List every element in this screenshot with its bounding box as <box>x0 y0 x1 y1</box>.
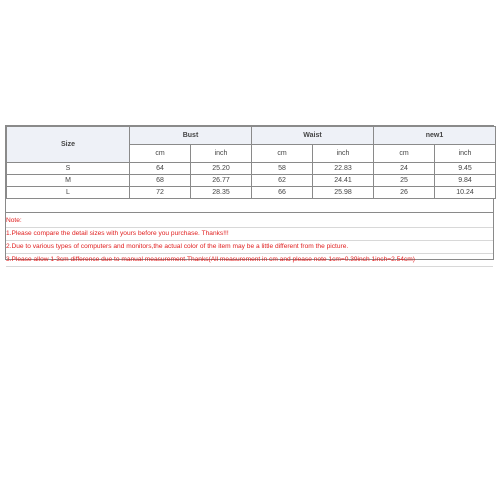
notes-section <box>6 213 493 267</box>
unit-header: inch <box>313 145 374 163</box>
table-row <box>7 187 496 199</box>
value-cell: 68 <box>130 175 191 187</box>
table-row <box>7 163 496 175</box>
waist-group-header: Waist <box>252 127 374 145</box>
note-line: 1.Please compare the detail sizes with yours before you purchase. Thanks!!! <box>6 228 493 241</box>
size-column-header: Size <box>7 127 130 163</box>
value-cell: 26.77 <box>191 175 252 187</box>
unit-header: cm <box>374 145 435 163</box>
value-cell: 62 <box>252 175 313 187</box>
unit-header: inch <box>191 145 252 163</box>
new1-group-header: new1 <box>374 127 496 145</box>
value-cell: 22.83 <box>313 163 374 175</box>
value-cell: 10.24 <box>435 187 496 199</box>
notes-title: Note: <box>6 215 493 228</box>
table-header-row <box>7 127 496 145</box>
unit-header: cm <box>130 145 191 163</box>
value-cell: 25.20 <box>191 163 252 175</box>
value-cell: 9.84 <box>435 175 496 187</box>
value-cell: 66 <box>252 187 313 199</box>
value-cell: 24 <box>374 163 435 175</box>
table-spacer <box>6 199 493 213</box>
note-line: 3.Please allow 1-3cm difference due to manual measurement.Thanks(All measurement in cm and please note 1cm=0.39inch 1inch=2.54cm) <box>6 254 493 267</box>
value-cell: 9.45 <box>435 163 496 175</box>
value-cell: 25.98 <box>313 187 374 199</box>
value-cell: 72 <box>130 187 191 199</box>
size-cell: L <box>7 187 130 199</box>
size-chart <box>5 125 494 263</box>
bust-group-header: Bust <box>130 127 252 145</box>
value-cell: 26 <box>374 187 435 199</box>
unit-header: cm <box>252 145 313 163</box>
size-cell: S <box>7 163 130 175</box>
value-cell: 58 <box>252 163 313 175</box>
size-table <box>6 126 496 199</box>
table-row <box>7 175 496 187</box>
value-cell: 25 <box>374 175 435 187</box>
value-cell: 24.41 <box>313 175 374 187</box>
value-cell: 64 <box>130 163 191 175</box>
size-cell: M <box>7 175 130 187</box>
note-line: 2.Due to various types of computers and monitors,the actual color of the item may be a little different from the picture. <box>6 241 493 254</box>
unit-header: inch <box>435 145 496 163</box>
value-cell: 28.35 <box>191 187 252 199</box>
